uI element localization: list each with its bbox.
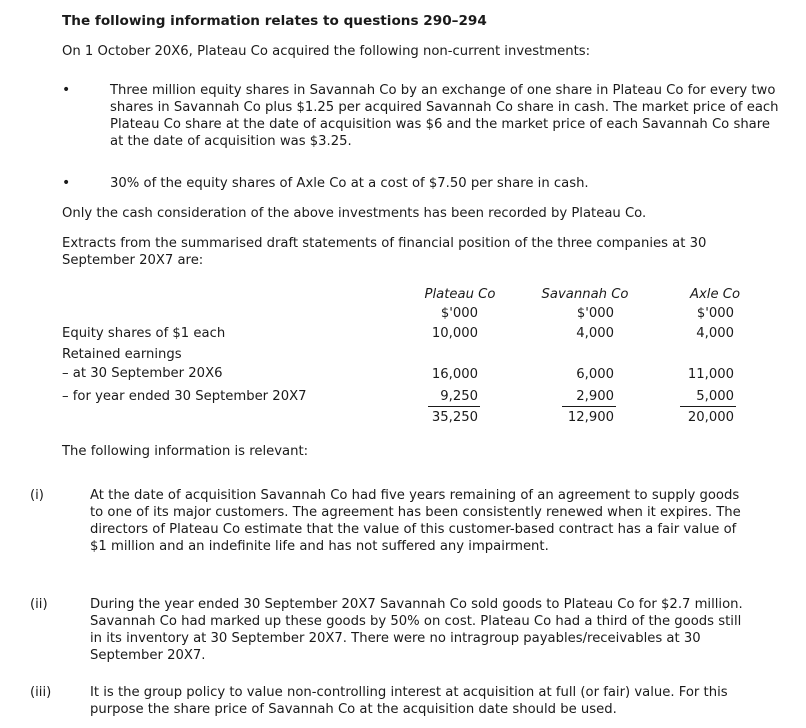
- note-number: (ii): [30, 597, 48, 612]
- relevant-paragraph: The following information is relevant:: [62, 444, 309, 459]
- total-rule: [680, 406, 736, 407]
- total-rule: [428, 406, 480, 407]
- row-label: Equity shares of $1 each: [62, 326, 226, 341]
- extracts-paragraph: Extracts from the summarised draft statements of financial position of the three companies at 30 September 20X7 are:: [62, 236, 707, 268]
- table-total: 35,250: [431, 410, 478, 425]
- column-header: Axle Co: [689, 287, 741, 302]
- table-cell: 4,000: [576, 326, 614, 341]
- table-cell: 6,000: [576, 367, 614, 382]
- only-cash-paragraph: Only the cash consideration of the above investments has been recorded by Plateau Co.: [62, 206, 647, 221]
- bullet-marker: •: [62, 82, 71, 98]
- table-total: 20,000: [687, 410, 734, 425]
- table-cell: 5,000: [696, 389, 734, 404]
- total-rule: [562, 406, 616, 407]
- column-header: Savannah Co: [541, 287, 629, 302]
- table-cell: 10,000: [431, 326, 478, 341]
- table-cell: 2,900: [576, 389, 614, 404]
- table-cell: 11,000: [687, 367, 734, 382]
- section-heading: The following information relates to questions 290–294: [62, 13, 487, 29]
- note-number: (iii): [30, 685, 52, 700]
- note-text: At the date of acquisition Savannah Co had five years remaining of an agreement to supply goods to one of its major customers. The agreement has been consistently renewed when it expires. The directors of Plateau Co estimate that the value of this customer-based contract has a fair value of $1 million and an indefinite life and has not suffered any impairment.: [90, 488, 741, 554]
- table-cell: 4,000: [696, 326, 734, 341]
- note-text: It is the group policy to value non-controlling interest at acquisition at full (or fair) value. For this purpose the share price of Savannah Co at the acquisition date should be used.: [90, 685, 728, 717]
- column-unit: $'000: [696, 306, 734, 321]
- column-unit: $'000: [576, 306, 614, 321]
- bullet-item: Three million equity shares in Savannah Co by an exchange of one share in Plateau Co for every two shares in Savannah Co plus $1.25 per acquired Savannah Co share in cash. The market price of each Plateau Co share at the date of acquisition was $6 and the market price of each Savannah Co share at the date of acquisition was $3.25.: [110, 83, 779, 149]
- bullet-marker: •: [62, 175, 71, 191]
- note-number: (i): [30, 488, 44, 503]
- bullet-item: 30% of the equity shares of Axle Co at a cost of $7.50 per share in cash.: [110, 176, 589, 191]
- table-cell: 9,250: [440, 389, 478, 404]
- row-label: – for year ended 30 September 20X7: [62, 389, 307, 404]
- table-cell: 16,000: [431, 367, 478, 382]
- intro-paragraph: On 1 October 20X6, Plateau Co acquired the following non-current investments:: [62, 44, 591, 59]
- row-label: Retained earnings: [62, 347, 182, 362]
- column-header: Plateau Co: [424, 287, 496, 302]
- table-total: 12,900: [567, 410, 614, 425]
- row-label: – at 30 September 20X6: [62, 366, 223, 381]
- note-text: During the year ended 30 September 20X7 Savannah Co sold goods to Plateau Co for $2.7 million. Savannah Co had marked up these goods by 50% on cost. Plateau Co had a third of the goods still in its inventory at 30 September 20X7. There were no intragroup payables/receivables at 30 September 20X7.: [90, 597, 743, 663]
- column-unit: $'000: [440, 306, 478, 321]
